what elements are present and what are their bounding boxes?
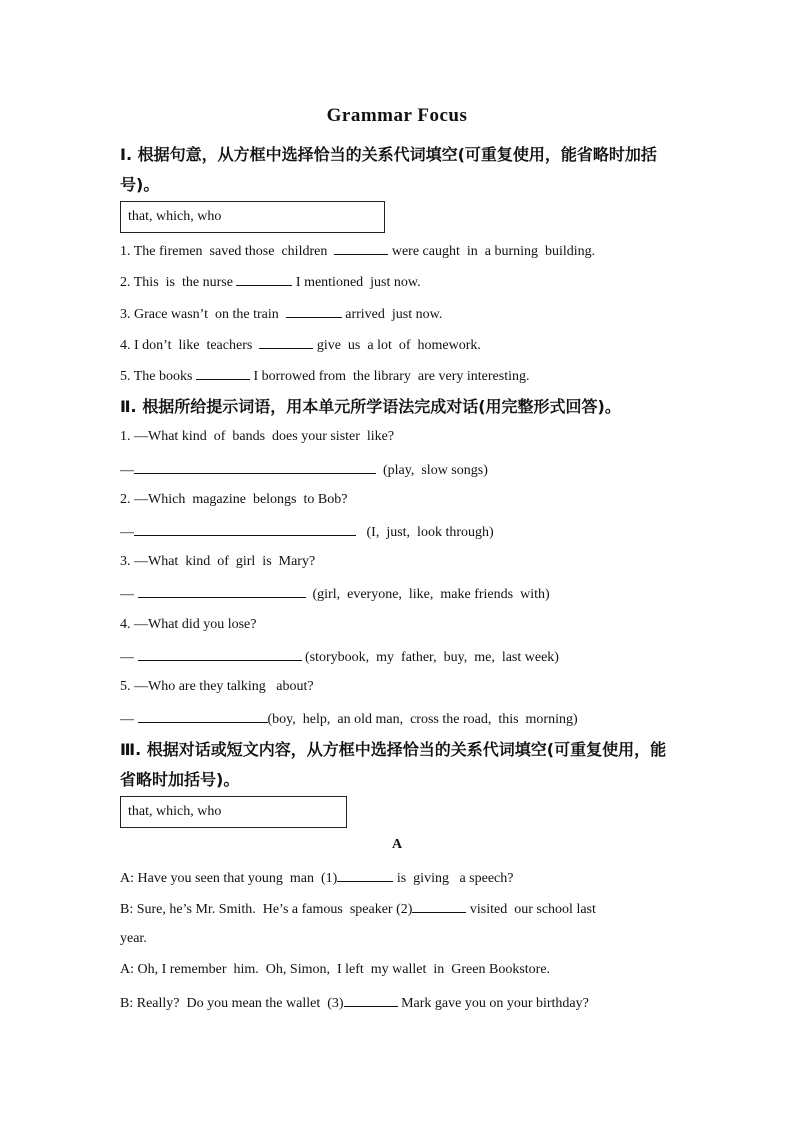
word-box-1: that, which, who (120, 201, 385, 233)
question-text: give us a lot of homework. (313, 338, 481, 353)
page-title: Grammar Focus (326, 105, 468, 126)
hint-text: (girl, everyone, like, make friends with) (305, 587, 550, 602)
question-1-5 (120, 366, 529, 386)
answer-blank[interactable] (259, 335, 313, 349)
dash: — (120, 650, 138, 665)
section-1-heading-line1: Ⅰ. 根据句意，从方框中选择恰当的关系代词填空(可重复使用，能省略时加括 (120, 145, 657, 164)
answer-blank[interactable] (334, 241, 388, 255)
question-text: were caught in a burning building. (388, 244, 596, 259)
answer-blank[interactable] (344, 993, 398, 1007)
dialog-3-line-4: A: Oh, I remember him. Oh, Simon, I left my wallet in Green Bookstore. (120, 962, 551, 977)
question-1-3 (120, 304, 442, 324)
question-text: 4. I don’t like teachers (120, 338, 260, 353)
answer-blank[interactable] (337, 868, 393, 882)
question-text: I borrowed from the library are very interesting. (249, 369, 530, 384)
dash: — (120, 712, 138, 727)
dialog-3-line-5 (120, 993, 589, 1013)
word-box-3: that, which, who (120, 796, 347, 828)
section-1-heading-line2: 号)。 (120, 175, 160, 194)
question-text: 5. The books (120, 369, 196, 384)
dialog-text: Mark gave you on your birthday? (397, 996, 589, 1011)
section-3-heading-line2: 省略时加括号)。 (120, 770, 240, 789)
dash: — (120, 525, 134, 540)
hint-text: (storybook, my father, buy, me, last week) (301, 650, 559, 665)
answer-blank[interactable] (412, 899, 466, 913)
question-text: arrived just now. (341, 307, 443, 322)
answer-blank[interactable] (196, 366, 250, 380)
dialog-2-5-question: 5. —Who are they talking about? (120, 679, 314, 694)
dialog-2-2-answer (120, 522, 494, 542)
question-text: 3. Grace wasn’t on the train (120, 307, 286, 322)
dialog-2-2-question: 2. —Which magazine belongs to Bob? (120, 492, 348, 507)
dialog-3-line-1 (120, 868, 513, 888)
dialog-2-5-answer (120, 709, 578, 729)
dialog-3-line-2 (120, 899, 596, 919)
answer-blank[interactable] (138, 647, 302, 661)
answer-blank[interactable] (138, 709, 268, 723)
hint-text: (I, just, look through) (356, 525, 494, 540)
dialog-2-4-question: 4. —What did you lose? (120, 617, 257, 632)
answer-blank[interactable] (134, 460, 376, 474)
dash: — (120, 463, 134, 478)
question-text: I mentioned just now. (292, 275, 421, 290)
dialog-3-line-3: year. (120, 931, 147, 946)
section-3-heading (120, 735, 680, 795)
dialog-2-3-question: 3. —What kind of girl is Mary? (120, 554, 316, 569)
section-2-heading: Ⅱ. 根据所给提示词语，用本单元所学语法完成对话(用完整形式回答)。 (120, 397, 621, 416)
dialog-text: visited our school last (466, 902, 596, 917)
answer-blank[interactable] (286, 304, 342, 318)
question-1-2 (120, 272, 421, 292)
hint-text: (play, slow songs) (376, 463, 488, 478)
dialog-2-3-answer (120, 584, 550, 604)
dialog-text: B: Really? Do you mean the wallet (3) (120, 996, 344, 1011)
dialog-2-1-answer (120, 460, 488, 480)
answer-blank[interactable] (134, 522, 356, 536)
question-1-1 (120, 241, 595, 261)
dialog-2-1-question: 1. —What kind of bands does your sister like? (120, 429, 395, 444)
part-label: A (391, 837, 403, 852)
dialog-text: A: Have you seen that young man (1) (120, 871, 338, 886)
section-1-heading (120, 140, 680, 200)
dash: — (120, 587, 138, 602)
section-3-heading-line1: Ⅲ. 根据对话或短文内容，从方框中选择恰当的关系代词填空(可重复使用，能 (120, 740, 667, 759)
answer-blank[interactable] (236, 272, 292, 286)
question-text: 2. This is the nurse (120, 275, 237, 290)
answer-blank[interactable] (138, 584, 306, 598)
question-text: 1. The firemen saved those children (120, 244, 335, 259)
dialog-2-4-answer (120, 647, 559, 667)
dialog-text: B: Sure, he’s Mr. Smith. He’s a famous speaker (2) (120, 902, 413, 917)
dialog-text: is giving a speech? (393, 871, 514, 886)
hint-text: (boy, help, an old man, cross the road, this morning) (267, 712, 578, 727)
question-1-4 (120, 335, 481, 355)
